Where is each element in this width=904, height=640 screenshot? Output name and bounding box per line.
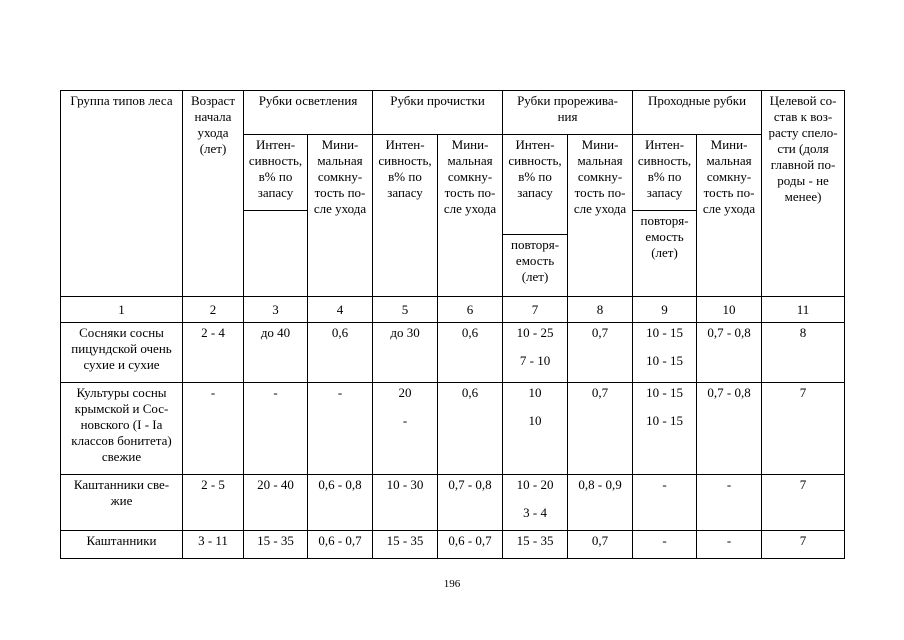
cell-osv-intens: - [244, 383, 308, 475]
header-prorezh-intens: Интен- сивность, в% по запасу [503, 135, 568, 235]
col-number: 10 [697, 297, 762, 323]
cell-proch-minsomk: 0,7 - 0,8 [438, 475, 503, 531]
col-number: 2 [183, 297, 244, 323]
cell-prokh-minsomk: - [697, 531, 762, 559]
cell-age: 3 - 11 [183, 531, 244, 559]
cell-osv-intens: до 40 [244, 323, 308, 383]
row-group: Каштанники све- жие [61, 475, 183, 531]
cell-age: 2 - 4 [183, 323, 244, 383]
cell-proch-intens: 20 - [373, 383, 438, 475]
row-group: Каштанники [61, 531, 183, 559]
cell-prorezh-minsomk: 0,7 [568, 323, 633, 383]
cell-proch-minsomk: 0,6 - 0,7 [438, 531, 503, 559]
header-osv: Рубки осветления [244, 91, 373, 135]
header-proch-intens: Интен- сивность, в% по запасу [373, 135, 438, 297]
cell-proch-intens: 15 - 35 [373, 531, 438, 559]
table-row [61, 383, 845, 475]
cell-osv-minsomk: 0,6 - 0,8 [308, 475, 373, 531]
cell-prorezh-minsomk: 0,7 [568, 383, 633, 475]
cell-age: 2 - 5 [183, 475, 244, 531]
header-celevoy: Целевой со- став к воз- расту спело- сти (доля главной по- роды - не менее) [762, 91, 845, 297]
cell-prorezh-intens: 10 10 [503, 383, 568, 475]
cell-osv-minsomk: - [308, 383, 373, 475]
header-prokh: Проходные рубки [633, 91, 762, 135]
column-numbers-row [61, 297, 845, 323]
row-group: Культуры сосны крымской и Сос- новского (I - Ia классов бонитета) свежие [61, 383, 183, 475]
page-number: 196 [443, 578, 461, 590]
col-number: 6 [438, 297, 503, 323]
forest-care-table [60, 90, 845, 559]
col-number: 8 [568, 297, 633, 323]
header-prorezh-minsomk: Мини- мальная сомкну- тость по- сле ухода [568, 135, 633, 297]
cell-prorezh-minsomk: 0,8 - 0,9 [568, 475, 633, 531]
header-osv-blank [244, 211, 308, 297]
cell-prokh-intens: - [633, 475, 697, 531]
col-number: 7 [503, 297, 568, 323]
cell-proch-minsomk: 0,6 [438, 383, 503, 475]
cell-prorezh-minsomk: 0,7 [568, 531, 633, 559]
cell-prokh-intens: - [633, 531, 697, 559]
cell-age: - [183, 383, 244, 475]
col-number: 3 [244, 297, 308, 323]
header-prokh-minsomk: Мини- мальная сомкну- тость по- сле ухода [697, 135, 762, 297]
cell-osv-minsomk: 0,6 - 0,7 [308, 531, 373, 559]
cell-celevoy: 7 [762, 531, 845, 559]
col-number: 9 [633, 297, 697, 323]
cell-proch-intens: до 30 [373, 323, 438, 383]
header-osv-intens: Интен- сивность, в% по запасу [244, 135, 308, 211]
table-row [61, 323, 845, 383]
header-prokh-intens: Интен- сивность, в% по запасу [633, 135, 697, 211]
cell-osv-minsomk: 0,6 [308, 323, 373, 383]
cell-proch-minsomk: 0,6 [438, 323, 503, 383]
cell-celevoy: 7 [762, 383, 845, 475]
col-number: 4 [308, 297, 373, 323]
cell-prorezh-intens: 10 - 25 7 - 10 [503, 323, 568, 383]
header-osv-minsomk: Мини- мальная сомкну- тость по- сле ухода [308, 135, 373, 297]
row-group: Сосняки сосны пицундской очень сухие и сухие [61, 323, 183, 383]
header-proch-minsomk: Мини- мальная сомкну- тость по- сле ухода [438, 135, 503, 297]
header-age: Возраст начала ухода (лет) [183, 91, 244, 297]
cell-osv-intens: 20 - 40 [244, 475, 308, 531]
cell-prokh-minsomk: 0,7 - 0,8 [697, 383, 762, 475]
header-group: Группа типов леса [61, 91, 183, 297]
cell-proch-intens: 10 - 30 [373, 475, 438, 531]
cell-celevoy: 7 [762, 475, 845, 531]
col-number: 1 [61, 297, 183, 323]
header-proch: Рубки прочистки [373, 91, 503, 135]
header-prorezh: Рубки прорежива- ния [503, 91, 633, 135]
col-number: 11 [762, 297, 845, 323]
cell-prokh-minsomk: - [697, 475, 762, 531]
header-prorezh-povtor: повторя- емость (лет) [503, 235, 568, 297]
cell-prokh-intens: 10 - 15 10 - 15 [633, 383, 697, 475]
cell-prokh-intens: 10 - 15 10 - 15 [633, 323, 697, 383]
cell-prorezh-intens: 10 - 20 3 - 4 [503, 475, 568, 531]
cell-prorezh-intens: 15 - 35 [503, 531, 568, 559]
table-row [61, 531, 845, 559]
cell-prokh-minsomk: 0,7 - 0,8 [697, 323, 762, 383]
cell-celevoy: 8 [762, 323, 845, 383]
table-row [61, 475, 845, 531]
header-prokh-povtor: повторя- емость (лет) [633, 211, 697, 297]
col-number: 5 [373, 297, 438, 323]
cell-osv-intens: 15 - 35 [244, 531, 308, 559]
